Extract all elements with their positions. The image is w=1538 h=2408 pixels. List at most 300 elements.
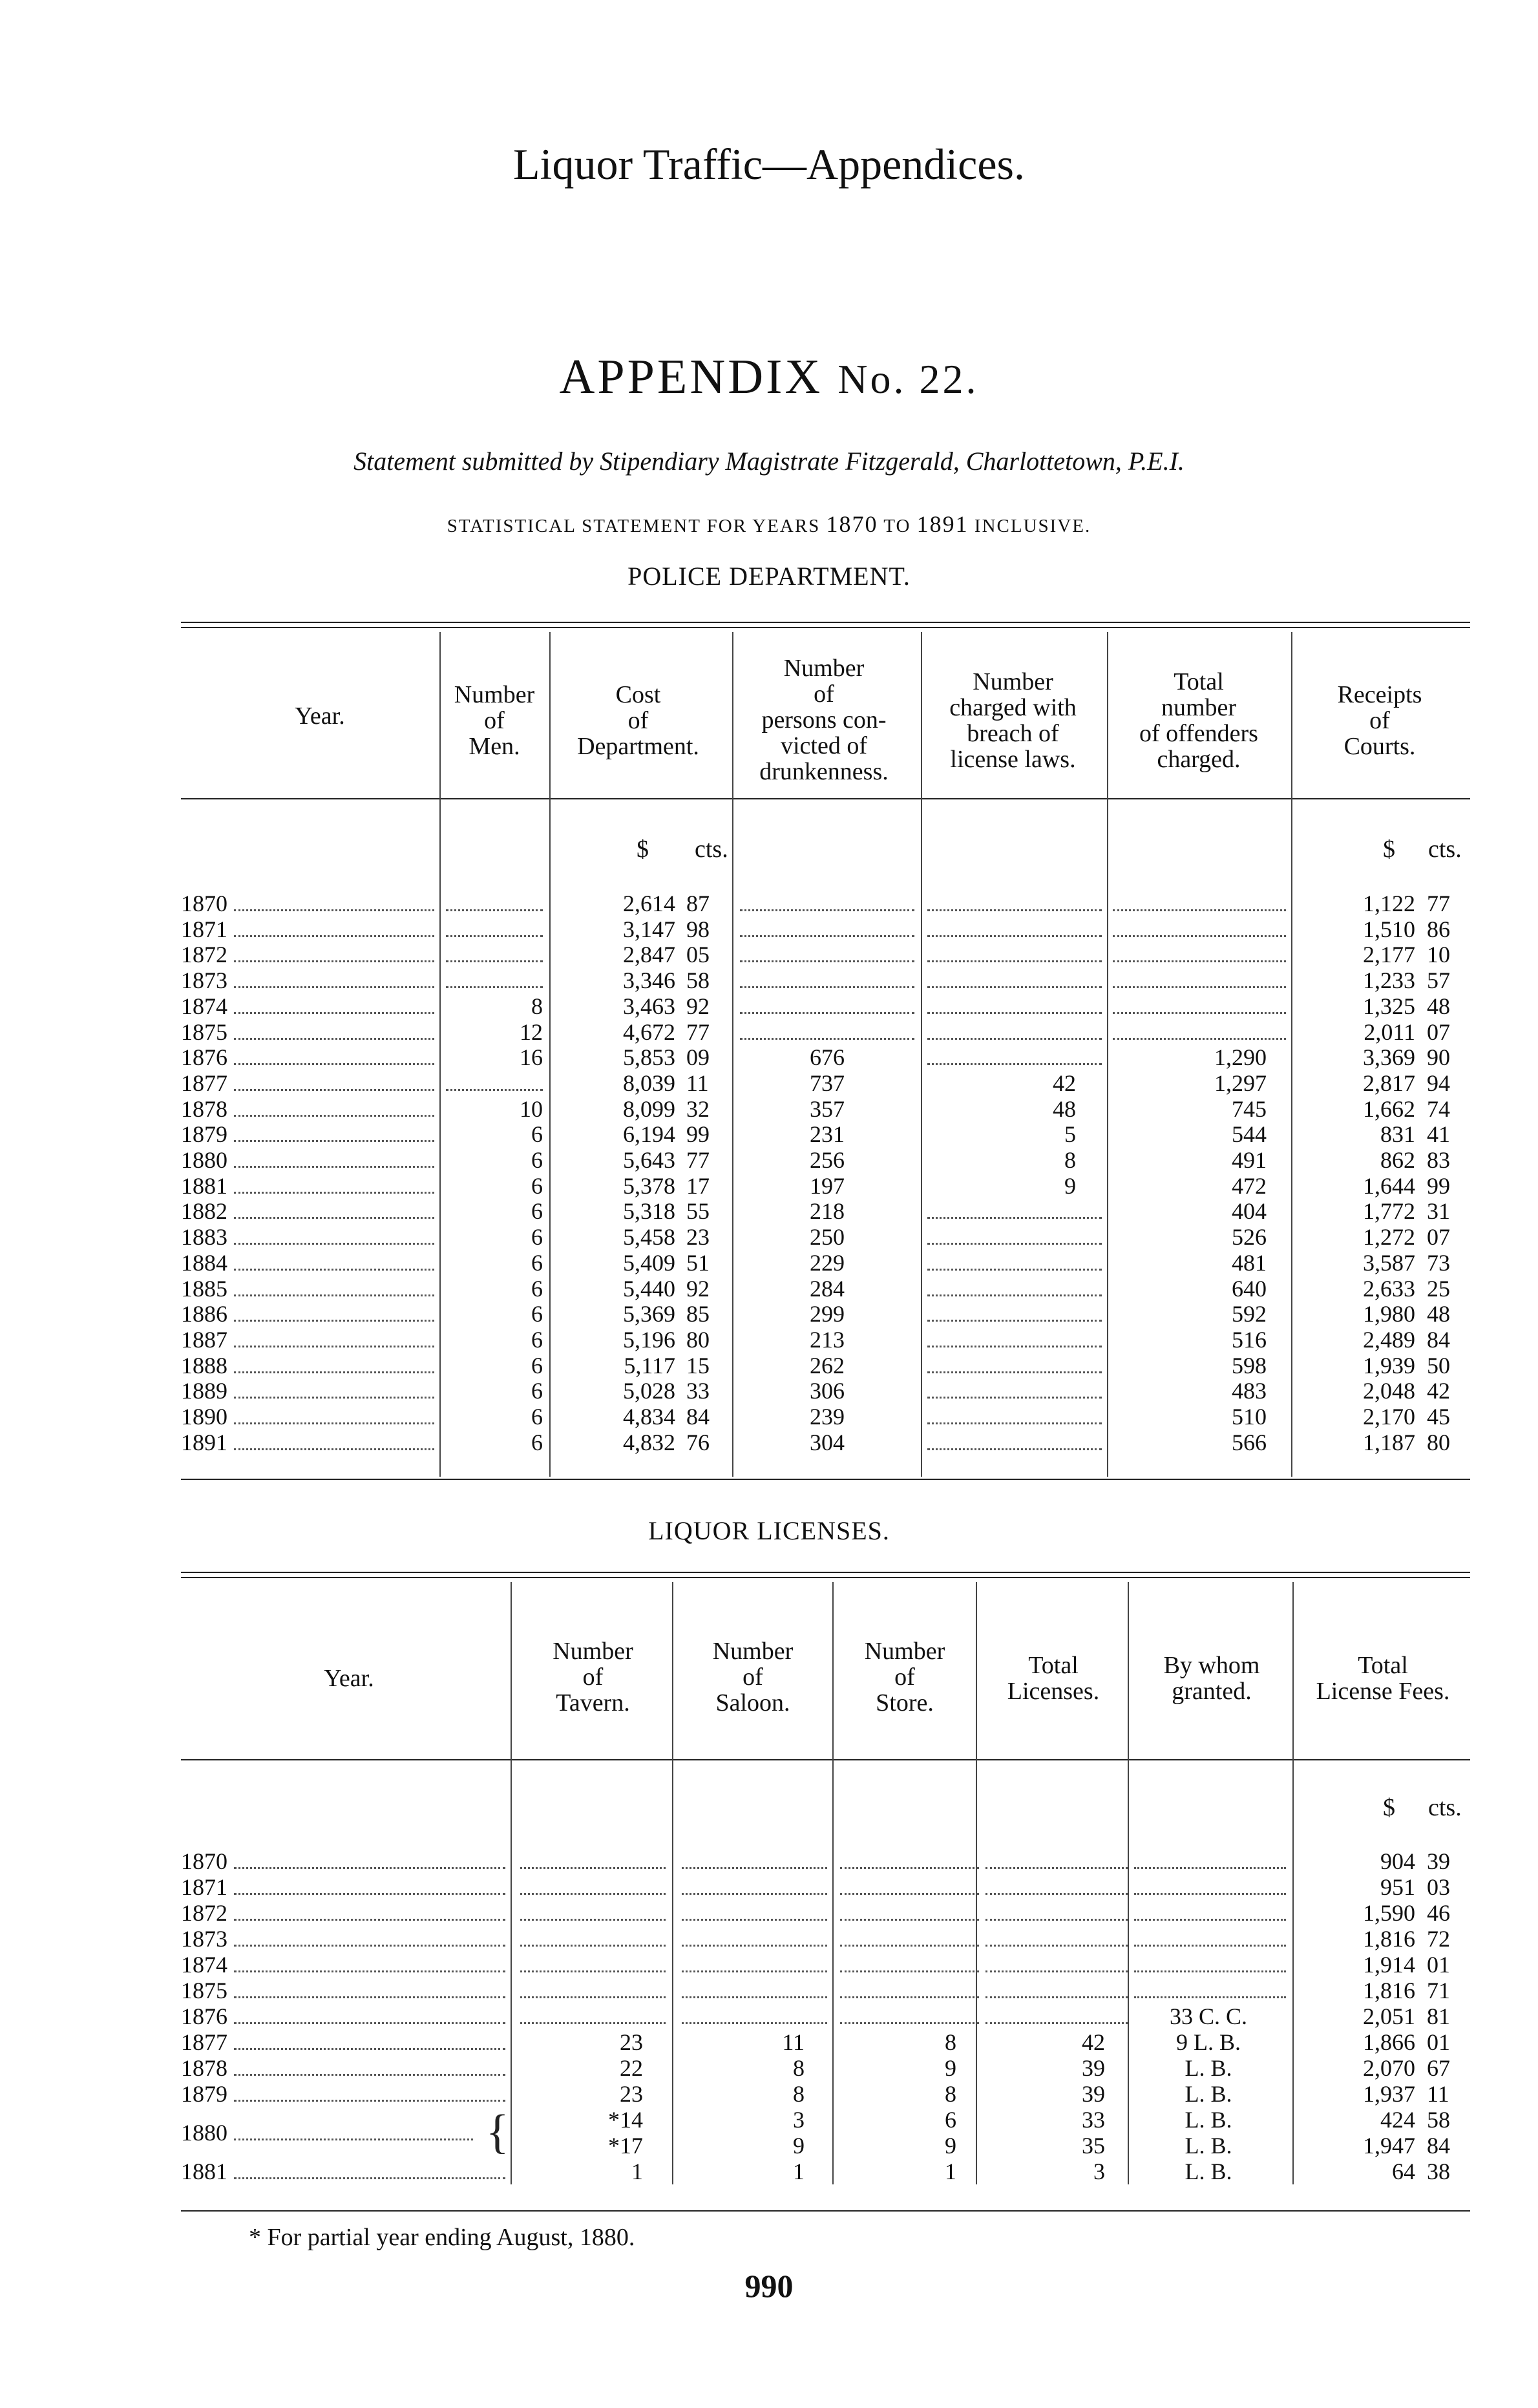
- men-cell: 10: [520, 1096, 543, 1122]
- dot-leader: [234, 986, 434, 988]
- drunkenness-cell: 737: [810, 1070, 845, 1096]
- dot-leader: [234, 1867, 505, 1869]
- cost-cents-cell: 55: [686, 1198, 710, 1224]
- col-header-granted: By whom granted.: [1163, 1652, 1260, 1705]
- total-licenses-cell: 33: [1082, 2107, 1105, 2133]
- col-header-total-licenses: Total Licenses.: [1007, 1652, 1100, 1705]
- receipts-cents-cell: 84: [1427, 1327, 1450, 1353]
- total-licenses-cell: 42: [1082, 2029, 1105, 2055]
- col-header-men: Number of Men.: [454, 681, 535, 760]
- dot-leader: [927, 1217, 1102, 1219]
- offenders-cell: 592: [1232, 1301, 1267, 1327]
- receipts-dollars-cell: 1,644: [1363, 1173, 1415, 1199]
- dot-leader: [234, 1397, 434, 1399]
- year-cell: 1883: [181, 1224, 227, 1250]
- dot-leader: [446, 1089, 543, 1091]
- year-cell: 1881: [181, 1173, 227, 1199]
- liquor-licenses-title: LIQUOR LICENSES.: [648, 1516, 890, 1545]
- fees-cents-cell: 58: [1427, 2107, 1450, 2133]
- dot-leader: [740, 986, 914, 988]
- cost-cents-cell: 98: [686, 916, 710, 942]
- year-cell: 1877: [181, 2029, 227, 2055]
- dot-leader: [520, 1893, 666, 1895]
- cost-dollars-cell: 5,458: [623, 1224, 675, 1250]
- saloon-cell: 1: [793, 2159, 805, 2184]
- dot-leader: [234, 1217, 434, 1219]
- cost-dollars-cell: 3,463: [623, 993, 675, 1019]
- dot-leader: [740, 1012, 914, 1014]
- cost-dollars-cell: 2,847: [623, 942, 675, 967]
- fees-dollars-cell: 64: [1392, 2159, 1415, 2184]
- column-rule: [549, 632, 551, 1477]
- col-header-store: Number of Store.: [864, 1638, 945, 1716]
- cost-dollars-cell: 8,039: [623, 1070, 675, 1096]
- receipts-cents-cell: 07: [1427, 1019, 1450, 1045]
- dot-leader: [985, 1970, 1128, 1972]
- dot-leader: [682, 2022, 827, 2024]
- column-rule: [511, 1582, 512, 2184]
- dot-leader: [740, 960, 914, 962]
- fees-cents-cell: 84: [1427, 2133, 1450, 2159]
- dot-leader: [682, 1996, 827, 1998]
- dot-leader: [740, 909, 914, 911]
- drunkenness-cell: 231: [810, 1121, 845, 1147]
- drunkenness-cell: 262: [810, 1353, 845, 1378]
- dot-leader: [927, 935, 1102, 937]
- year-cell: 1871: [181, 1874, 227, 1900]
- appendix-heading: [0, 349, 1538, 405]
- brace: {: [486, 2106, 509, 2159]
- year-cell: 1870: [181, 1848, 227, 1874]
- fees-dollars-cell: 2,070: [1363, 2055, 1415, 2081]
- cost-cents-cell: 15: [686, 1353, 710, 1378]
- fees-cents-cell: 72: [1427, 1926, 1450, 1952]
- drunkenness-cell: 239: [810, 1404, 845, 1430]
- cost-dollars-cell: 5,378: [623, 1173, 675, 1199]
- cost-cents-cell: 92: [686, 993, 710, 1019]
- receipts-dollars-cell: 1,325: [1363, 993, 1415, 1019]
- men-cell: 6: [531, 1301, 543, 1327]
- men-cell: 8: [531, 993, 543, 1019]
- receipts-cents-cell: 10: [1427, 942, 1450, 967]
- year-cell: 1887: [181, 1327, 227, 1353]
- stat-title-to: TO: [883, 516, 911, 536]
- dot-leader: [234, 1945, 505, 1947]
- dot-leader: [840, 1945, 979, 1947]
- dot-leader: [1134, 1867, 1286, 1869]
- cost-dollars-cell: 5,369: [623, 1301, 675, 1327]
- dot-leader: [682, 1867, 827, 1869]
- dot-leader: [740, 935, 914, 937]
- fees-dollars-cell: 1,590: [1363, 1900, 1415, 1926]
- dot-leader: [740, 1038, 914, 1040]
- dot-leader: [682, 1919, 827, 1921]
- receipts-cents-cell: 45: [1427, 1404, 1450, 1430]
- cost-dollars-cell: 6,194: [623, 1121, 675, 1147]
- dot-leader: [840, 1996, 979, 1998]
- drunkenness-cell: 304: [810, 1430, 845, 1455]
- table-rule: [181, 1577, 1470, 1578]
- dot-leader: [234, 1063, 434, 1065]
- men-cell: 6: [531, 1430, 543, 1455]
- fees-dollars-cell: 951: [1380, 1874, 1415, 1900]
- offenders-cell: 1,297: [1214, 1070, 1267, 1096]
- cost-dollars-cell: 5,409: [623, 1250, 675, 1276]
- col-header-drunkenness: Number of persons con- victed of drunkenness.: [759, 655, 889, 785]
- dot-leader: [234, 1192, 434, 1194]
- column-rule: [439, 632, 441, 1477]
- cost-cents-cell: 51: [686, 1250, 710, 1276]
- cost-cents-cell: 84: [686, 1404, 710, 1430]
- store-cell: 1: [945, 2159, 956, 2184]
- cost-dollars-cell: 4,672: [623, 1019, 675, 1045]
- cost-cents-cell: 76: [686, 1430, 710, 1455]
- dot-leader: [446, 909, 543, 911]
- cost-cents-cell: 80: [686, 1327, 710, 1353]
- dot-leader: [682, 1945, 827, 1947]
- col-header-breach: Number charged with breach of license laws.: [949, 668, 1077, 773]
- running-head: Liquor Traffic—Appendices.: [513, 140, 1025, 189]
- offenders-cell: 483: [1232, 1378, 1267, 1404]
- tavern-cell: 23: [620, 2081, 643, 2107]
- stat-title-pre: STATISTICAL STATEMENT FOR YEARS: [447, 516, 821, 536]
- granted-cell: 33 C. C.: [1169, 2003, 1248, 2029]
- receipts-cents-cell: 50: [1427, 1353, 1450, 1378]
- receipts-cents-unit: cts.: [1428, 836, 1462, 863]
- column-rule: [1292, 1582, 1294, 2184]
- receipts-dollars-cell: 1,939: [1363, 1353, 1415, 1378]
- cost-dollars-cell: 5,196: [623, 1327, 675, 1353]
- granted-cell: 9 L. B.: [1175, 2029, 1241, 2055]
- cost-dollars-cell: 4,834: [623, 1404, 675, 1430]
- dot-leader: [234, 1346, 434, 1347]
- appendix-label: APPENDIX: [559, 350, 823, 404]
- receipts-dollars-cell: 2,170: [1363, 1404, 1415, 1430]
- tavern-cell: 22: [620, 2055, 643, 2081]
- fees-dollars-cell: 424: [1380, 2107, 1415, 2133]
- men-cell: 6: [531, 1224, 543, 1250]
- dot-leader: [985, 1893, 1128, 1895]
- col-header-tavern: Number of Tavern.: [553, 1638, 633, 1716]
- saloon-cell: 8: [793, 2055, 805, 2081]
- year-cell: 1880: [181, 1147, 227, 1173]
- year-cell: 1874: [181, 993, 227, 1019]
- dot-leader: [446, 986, 543, 988]
- receipts-dollars-cell: 2,633: [1363, 1276, 1415, 1302]
- fees-cents-cell: 01: [1427, 1952, 1450, 1978]
- breach-cell: 5: [1064, 1121, 1076, 1147]
- column-rule: [832, 1582, 834, 2184]
- offenders-cell: 491: [1232, 1147, 1267, 1173]
- dot-leader: [1113, 1012, 1286, 1014]
- receipts-dollars-cell: 1,233: [1363, 967, 1415, 993]
- dot-leader: [1134, 1996, 1286, 1998]
- tavern-cell: *14: [608, 2107, 643, 2133]
- receipts-cents-cell: 99: [1427, 1173, 1450, 1199]
- receipts-dollars-cell: 2,817: [1363, 1070, 1415, 1096]
- year-cell: 1870: [181, 891, 227, 916]
- year-cell: 1884: [181, 1250, 227, 1276]
- saloon-cell: 8: [793, 2081, 805, 2107]
- column-rule: [1107, 632, 1108, 1477]
- men-cell: 6: [531, 1327, 543, 1353]
- dot-leader: [234, 1166, 434, 1168]
- dot-leader: [927, 909, 1102, 911]
- cost-dollars-cell: 5,643: [623, 1147, 675, 1173]
- dot-leader: [234, 1320, 434, 1322]
- table-rule: [181, 798, 1470, 799]
- cost-cents-cell: 77: [686, 1147, 710, 1173]
- offenders-cell: 472: [1232, 1173, 1267, 1199]
- receipts-dollars-cell: 1,122: [1363, 891, 1415, 916]
- dot-leader: [1134, 1919, 1286, 1921]
- dot-leader: [927, 1012, 1102, 1014]
- cost-cents-cell: 05: [686, 942, 710, 967]
- receipts-dollars-cell: 2,489: [1363, 1327, 1415, 1353]
- offenders-cell: 481: [1232, 1250, 1267, 1276]
- cost-cents-cell: 11: [686, 1070, 709, 1096]
- dot-leader: [1113, 960, 1286, 962]
- saloon-cell: 9: [793, 2133, 805, 2159]
- dot-leader: [234, 1970, 505, 1972]
- col-header-receipts: Receipts of Courts.: [1337, 681, 1422, 760]
- table-rule: [181, 1572, 1470, 1573]
- cost-dollars-cell: 5,853: [623, 1044, 675, 1070]
- stat-title-post: INCLUSIVE.: [974, 516, 1091, 536]
- dot-leader: [682, 1893, 827, 1895]
- column-rule: [1291, 632, 1292, 1477]
- year-cell: 1885: [181, 1276, 227, 1302]
- police-department-title: POLICE DEPARTMENT.: [627, 562, 911, 591]
- receipts-cents-cell: 83: [1427, 1147, 1450, 1173]
- store-cell: 6: [945, 2107, 956, 2133]
- column-rule: [1128, 1582, 1129, 2184]
- dot-leader: [927, 1269, 1102, 1271]
- year-cell: 1890: [181, 1404, 227, 1430]
- col-header-offenders: Total number of offenders charged.: [1139, 668, 1258, 773]
- cost-dollars-cell: 5,318: [623, 1198, 675, 1224]
- receipts-cents-cell: 94: [1427, 1070, 1450, 1096]
- table-rule: [181, 622, 1470, 623]
- cost-cents-cell: 87: [686, 891, 710, 916]
- store-cell: 8: [945, 2081, 956, 2107]
- dot-leader: [234, 2177, 505, 2179]
- total-licenses-cell: 39: [1082, 2081, 1105, 2107]
- statistical-statement-title: [0, 511, 1538, 538]
- cost-cents-cell: 23: [686, 1224, 710, 1250]
- store-cell: 9: [945, 2055, 956, 2081]
- dot-leader: [520, 1867, 666, 1869]
- receipts-dollars-cell: 831: [1380, 1121, 1415, 1147]
- cost-dollar-unit: $: [637, 836, 649, 863]
- granted-cell: L. B.: [1185, 2159, 1232, 2184]
- dot-leader: [234, 1893, 505, 1895]
- dot-leader: [840, 1919, 979, 1921]
- cost-cents-cell: 33: [686, 1378, 710, 1404]
- drunkenness-cell: 357: [810, 1096, 845, 1122]
- year-cell: 1888: [181, 1353, 227, 1378]
- granted-cell: L. B.: [1185, 2107, 1232, 2133]
- dot-leader: [520, 1996, 666, 1998]
- dot-leader: [234, 1269, 434, 1271]
- fees-cents-cell: 03: [1427, 1874, 1450, 1900]
- year-cell: 1875: [181, 1978, 227, 2003]
- dot-leader: [927, 1422, 1102, 1424]
- men-cell: 6: [531, 1147, 543, 1173]
- page-number: 990: [744, 2268, 794, 2304]
- dot-leader: [234, 2048, 505, 2050]
- receipts-dollars-cell: 1,980: [1363, 1301, 1415, 1327]
- dot-leader: [234, 2022, 505, 2024]
- receipts-cents-cell: 77: [1427, 891, 1450, 916]
- year-cell: 1891: [181, 1430, 227, 1455]
- dot-leader: [927, 1320, 1102, 1322]
- year-cell: 1878: [181, 2055, 227, 2081]
- receipts-dollars-cell: 1,272: [1363, 1224, 1415, 1250]
- cost-dollars-cell: 8,099: [623, 1096, 675, 1122]
- footnote: * For partial year ending August, 1880.: [249, 2224, 635, 2251]
- table-rule: [181, 1479, 1470, 1480]
- dot-leader: [234, 1243, 434, 1245]
- receipts-cents-cell: 86: [1427, 916, 1450, 942]
- year-cell: 1879: [181, 2081, 227, 2107]
- dot-leader: [840, 1867, 979, 1869]
- drunkenness-cell: 256: [810, 1147, 845, 1173]
- breach-cell: 8: [1064, 1147, 1076, 1173]
- dot-leader: [927, 1063, 1102, 1065]
- dot-leader: [446, 960, 543, 962]
- breach-cell: 42: [1053, 1070, 1076, 1096]
- receipts-cents-cell: 73: [1427, 1250, 1450, 1276]
- fees-dollars-cell: 1,816: [1363, 1978, 1415, 2003]
- offenders-cell: 510: [1232, 1404, 1267, 1430]
- tavern-cell: 1: [631, 2159, 643, 2184]
- total-licenses-cell: 3: [1093, 2159, 1105, 2184]
- dot-leader: [234, 2074, 505, 2076]
- total-licenses-cell: 35: [1082, 2133, 1105, 2159]
- cost-dollars-cell: 3,147: [623, 916, 675, 942]
- receipts-dollars-cell: 2,048: [1363, 1378, 1415, 1404]
- year-cell: 1877: [181, 1070, 227, 1096]
- column-rule: [672, 1582, 673, 2184]
- receipts-cents-cell: 48: [1427, 993, 1450, 1019]
- cost-dollars-cell: 5,440: [623, 1276, 675, 1302]
- year-cell: 1876: [181, 1044, 227, 1070]
- saloon-cell: 3: [793, 2107, 805, 2133]
- receipts-dollars-cell: 2,177: [1363, 942, 1415, 967]
- cost-cents-unit: cts.: [695, 836, 728, 863]
- dot-leader: [234, 909, 434, 911]
- fees-dollars-cell: 904: [1380, 1848, 1415, 1874]
- dot-leader: [927, 986, 1102, 988]
- granted-cell: L. B.: [1185, 2055, 1232, 2081]
- dot-leader: [234, 2100, 505, 2102]
- dot-leader: [1113, 935, 1286, 937]
- dot-leader: [840, 2022, 979, 2024]
- store-cell: 8: [945, 2029, 956, 2055]
- year-cell: 1881: [181, 2159, 227, 2184]
- year-cell: 1882: [181, 1198, 227, 1224]
- dot-leader: [234, 1371, 434, 1373]
- year-cell: 1874: [181, 1952, 227, 1978]
- granted-cell: L. B.: [1185, 2081, 1232, 2107]
- dot-leader: [682, 1970, 827, 1972]
- col-header-license-fees: Total License Fees.: [1316, 1652, 1450, 1705]
- dot-leader: [234, 1422, 434, 1424]
- fees-dollars-cell: 1,866: [1363, 2029, 1415, 2055]
- dot-leader: [234, 935, 434, 937]
- total-licenses-cell: 39: [1082, 2055, 1105, 2081]
- year-cell: 1879: [181, 1121, 227, 1147]
- year-cell: 1886: [181, 1301, 227, 1327]
- dot-leader: [985, 1996, 1128, 1998]
- men-cell: 6: [531, 1378, 543, 1404]
- fees-dollars-cell: 1,816: [1363, 1926, 1415, 1952]
- breach-cell: 48: [1053, 1096, 1076, 1122]
- fees-cents-cell: 46: [1427, 1900, 1450, 1926]
- cost-cents-cell: 17: [686, 1173, 710, 1199]
- cost-cents-cell: 99: [686, 1121, 710, 1147]
- receipts-cents-cell: 31: [1427, 1198, 1450, 1224]
- men-cell: 12: [520, 1019, 543, 1045]
- breach-cell: 9: [1064, 1173, 1076, 1199]
- fees-cents-unit: cts.: [1428, 1794, 1462, 1821]
- drunkenness-cell: 250: [810, 1224, 845, 1250]
- dot-leader: [927, 1243, 1102, 1245]
- table-rule: [181, 2210, 1470, 2212]
- year-cell: 1878: [181, 1096, 227, 1122]
- drunkenness-cell: 213: [810, 1327, 845, 1353]
- column-rule: [732, 632, 733, 1477]
- dot-leader: [1113, 1038, 1286, 1040]
- receipts-dollar-unit: $: [1383, 836, 1395, 863]
- appendix-number: No. 22.: [837, 356, 979, 402]
- fees-dollars-cell: 1,947: [1363, 2133, 1415, 2159]
- column-rule: [921, 632, 922, 1477]
- dot-leader: [234, 1115, 434, 1117]
- dot-leader: [927, 1038, 1102, 1040]
- receipts-cents-cell: 07: [1427, 1224, 1450, 1250]
- drunkenness-cell: 197: [810, 1173, 845, 1199]
- dot-leader: [234, 1996, 505, 1998]
- fees-cents-cell: 67: [1427, 2055, 1450, 2081]
- saloon-cell: 11: [782, 2029, 805, 2055]
- year-cell: 1876: [181, 2003, 227, 2029]
- year-cell: 1873: [181, 967, 227, 993]
- men-cell: 6: [531, 1276, 543, 1302]
- men-cell: 6: [531, 1353, 543, 1378]
- offenders-cell: 566: [1232, 1430, 1267, 1455]
- drunkenness-cell: 218: [810, 1198, 845, 1224]
- year-cell: 1873: [181, 1926, 227, 1952]
- year-cell: 1872: [181, 942, 227, 967]
- dot-leader: [520, 2022, 666, 2024]
- men-cell: 6: [531, 1198, 543, 1224]
- stat-title-year-end: 1891: [916, 511, 969, 537]
- receipts-cents-cell: 42: [1427, 1378, 1450, 1404]
- receipts-cents-cell: 25: [1427, 1276, 1450, 1302]
- table-rule: [181, 627, 1470, 628]
- dot-leader: [1113, 909, 1286, 911]
- dot-leader: [1134, 1945, 1286, 1947]
- col-header-saloon: Number of Saloon.: [712, 1638, 794, 1716]
- dot-leader: [927, 1448, 1102, 1450]
- dot-leader: [985, 2022, 1128, 2024]
- receipts-dollars-cell: 2,011: [1364, 1019, 1415, 1045]
- drunkenness-cell: 676: [810, 1044, 845, 1070]
- drunkenness-cell: 284: [810, 1276, 845, 1302]
- men-cell: 6: [531, 1404, 543, 1430]
